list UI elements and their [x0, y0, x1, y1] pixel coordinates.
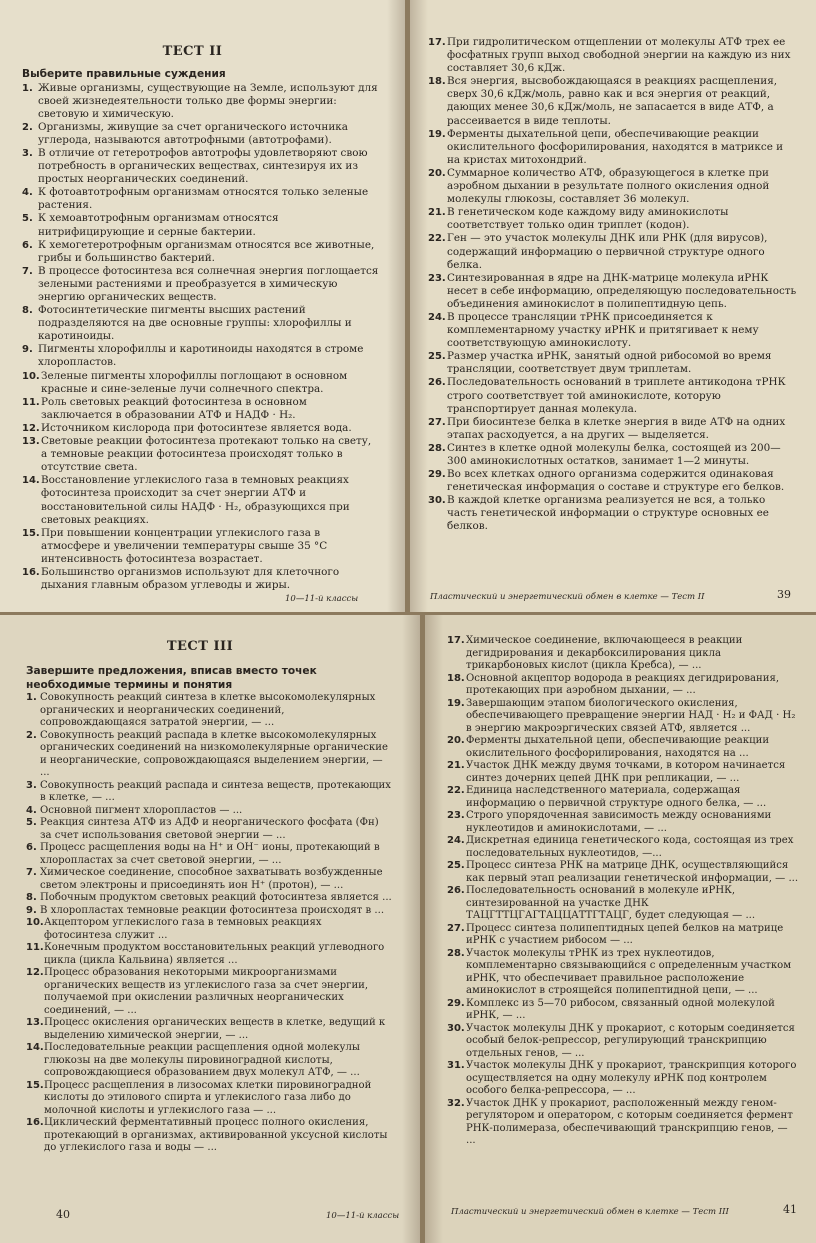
statement-text: Акцептором углекислого газа в темновых реакциях фотосинтеза служит ... [44, 917, 322, 941]
page-spine-shadow [402, 615, 420, 1243]
statement-item [26, 1080, 392, 1118]
statement-item [428, 376, 798, 415]
statement-number: 2. [22, 121, 33, 133]
statement-number: 26. [428, 377, 446, 389]
statement-item [428, 350, 798, 376]
statement-item [22, 343, 379, 369]
statement-item [447, 635, 799, 673]
statement-item [428, 416, 798, 442]
statement-text: Роль световых реакций фотосинтеза в основном заключается в образовании АТФ и НАДФ · Н₂. [41, 395, 307, 421]
statement-list [22, 82, 379, 593]
statement-number: 14. [26, 1042, 44, 1053]
page-body [447, 635, 799, 1148]
statement-item [26, 905, 392, 918]
statement-item [428, 468, 798, 494]
statement-item [22, 186, 379, 212]
statement-text: Строго упорядоченная зависимость между основаниями нуклеотидов и аминокислотами, — ... [466, 810, 772, 834]
test-instruction: Выберите правильные суждения [22, 68, 226, 80]
statement-text: Синтезированная в ядре на ДНК-матрице молекула иРНК несет в себе информацию, определяющую последовательность объединения аминокислот в полипептидную цепь. [447, 271, 797, 310]
statement-item [428, 206, 798, 232]
statement-text: Пигменты хлорофиллы и каротиноиды находятся в строме хлоропластов. [38, 343, 364, 369]
statement-number: 22. [428, 233, 446, 245]
statement-item [26, 1117, 392, 1155]
statement-text: Конечным продуктом восстановительных реакций углеводного цикла (цикла Кальвина) является ... [44, 942, 385, 966]
statement-item [22, 304, 379, 343]
statement-number: 7. [22, 265, 33, 277]
statement-item [447, 835, 799, 860]
statement-number: 27. [447, 922, 465, 934]
statement-text: Последовательные реакции расщепления одной молекулы глюкозы на две молекулы пировиноградной кислоты, сопровождающиеся образованием двух молекул АТФ, — ... [44, 1042, 360, 1078]
statement-item [26, 842, 392, 867]
statement-item [22, 474, 379, 526]
statement-text: При гидролитическом отщеплении от молекулы АТФ трех ее фосфатных групп выход свободной энергии на каждую из них составляет 30,6 кДж. [447, 36, 791, 75]
statement-item [26, 892, 392, 905]
statement-text: Участок молекулы ДНК у прокариот, транскрипция которого осуществляется на одну молекулу иРНК под контролем особого белка-репрессора, — ... [466, 1060, 797, 1096]
statement-number: 30. [428, 495, 446, 507]
page-number: 41 [783, 1203, 797, 1216]
statement-item [22, 396, 379, 422]
statement-text: Последовательность оснований в молекуле иРНК, синтезированной на участке ДНК ТАЦГТТЦГАГТАЦЦАТТГТАЦГ, будет следующая — ... [466, 885, 756, 921]
test-title: ТЕСТ III [166, 639, 234, 654]
statement-item [428, 75, 798, 127]
statement-text: Основной пигмент хлоропластов — ... [40, 804, 243, 816]
statement-text: Дискретная единица генетического кода, состоящая из трех последовательных нуклеотидов, —... [466, 835, 794, 859]
statement-text: Размер участка иРНК, занятый одной рибосомой во время трансляции, соответствует двум триплетам. [447, 350, 772, 376]
page-footer: Пластический и энергетический обмен в клетке — Тест III [451, 1207, 729, 1217]
statement-number: 20. [428, 167, 446, 179]
page-top-right [410, 0, 816, 612]
statement-text: Источником кислорода при фотосинтезе является вода. [41, 421, 352, 434]
page-footer: 10—11-й классы [285, 594, 359, 604]
statement-item [26, 1042, 392, 1080]
statement-number: 20. [447, 735, 465, 746]
statement-item [22, 265, 379, 304]
statement-item [447, 1060, 799, 1098]
statement-text: К фотоавтотрофным организмам относятся только зеленые растения. [38, 186, 369, 212]
statement-text: Процесс синтеза полипептидных цепей белков на матрице иРНК с участием рибосом — ... [466, 922, 784, 946]
statement-list [26, 692, 392, 1155]
statement-text: При биосинтезе белка в клетке энергия в виде АТФ на одних этапах расходуется, а на других — выделяется. [447, 415, 786, 441]
statement-text: Совокупность реакций распада в клетке высокомолекулярных органических соединений на низкомолекулярные органические и неорганические, сопровождающаяся выделением энергии, — ... [40, 729, 388, 778]
statement-number: 12. [26, 967, 44, 978]
page-body [26, 665, 392, 1155]
statement-number: 28. [447, 947, 465, 959]
statement-number: 4. [22, 187, 33, 199]
page-footer: Пластический и энергетический обмен в клетке — Тест II [430, 592, 705, 602]
statement-number: 11. [26, 942, 44, 953]
statement-text: Синтез в клетке одной молекулы белка, состоящей из 200—300 аминокислотных остатков, занимает 1—2 минуты. [447, 441, 781, 467]
statement-text: Ген — это участок молекулы ДНК или РНК (для вирусов), содержащий информацию о первичной структуре одного белка. [447, 232, 768, 271]
statement-text: Фотосинтетические пигменты высших растений подразделяются на две основные группы: хлорофиллы и каротиноиды. [38, 304, 352, 343]
statement-text: Процесс расщепления воды на Н⁺ и ОН⁻ ионы, протекающий в хлоропластах за счет световой энергии, — ... [40, 842, 380, 866]
statement-text: В процессе фотосинтеза вся солнечная энергия поглощается зелеными растениями и преобразуется в химическую энергию органических веществ. [38, 264, 379, 303]
statement-number: 27. [428, 416, 446, 428]
statement-number: 13. [22, 436, 40, 448]
statement-item [22, 121, 379, 147]
statement-number: 23. [428, 272, 446, 284]
statement-item [26, 730, 392, 780]
statement-item [447, 698, 799, 736]
statement-number: 1. [22, 82, 33, 94]
statement-number: 16. [26, 1117, 44, 1128]
statement-item [447, 923, 799, 948]
statement-number: 19. [447, 697, 465, 709]
statement-number: 12. [22, 422, 40, 434]
page-body [22, 68, 379, 592]
statement-text: Ферменты дыхательной цепи, обеспечивающие реакции окислительного фосфорилирования, находятся в матриксе и на кристах митохондрий. [447, 127, 784, 166]
statement-text: Участок молекулы ДНК у прокариот, с которым соединяется особый белок-репрессор, регулирующий транскрипцию отдельных генов, — ... [466, 1022, 795, 1059]
statement-list [447, 635, 799, 1148]
statement-text: Световые реакции фотосинтеза протекают только на свету, а темновые реакции фотосинтеза происходят только в отсутствие света. [41, 435, 372, 474]
statement-number: 10. [22, 370, 40, 382]
statement-text: В отличие от гетеротрофов автотрофы удовлетворяют свою потребность в органических веществах, синтезируя их из простых неорганических соединений. [38, 146, 368, 186]
statement-item [22, 370, 379, 396]
statement-text: Реакция синтеза АТФ из АДФ и неорганического фосфата (Фн) за счет использования световой энергии — ... [40, 817, 379, 841]
statement-item [22, 435, 379, 474]
statement-number: 9. [22, 344, 33, 356]
statement-number: 3. [26, 779, 37, 791]
page-bottom-right [425, 615, 816, 1243]
statement-number: 24. [428, 311, 446, 323]
statement-text: Процесс расщепления в лизосомах клетки пировиноградной кислоты до этилового спирта и углекислого газа либо до молочной кислоты и углекислого газа — ... [44, 1079, 372, 1116]
statement-text: Химическое соединение, способное захватывать возбужденные светом электроны и присоединять ион Н⁺ (протон), — ... [40, 867, 383, 891]
statement-item [22, 566, 379, 592]
statement-text: Живые организмы, существующие на Земле, используют для своей жизнедеятельности только две формы энергии: световую и химическую. [38, 81, 378, 120]
statement-number: 32. [447, 1097, 465, 1109]
statement-number: 1. [26, 692, 37, 703]
statement-text: В хлоропластах темновые реакции фотосинтеза происходят в ... [40, 904, 385, 916]
statement-number: 24. [447, 835, 465, 846]
test-instruction: Завершите предложения, вписав вместо точек необходимые термины и понятия [26, 665, 317, 691]
statement-number: 2. [26, 729, 37, 741]
statement-item [447, 860, 799, 885]
statement-number: 21. [428, 207, 446, 219]
statement-text: Зеленые пигменты хлорофиллы поглощают в основном красные и сине-зеленые лучи солнечного спектра. [41, 369, 348, 395]
statement-number: 17. [428, 37, 446, 48]
statement-text: При повышении концентрации углекислого газа в атмосфере и увеличении температуры свыше 35 °С интенсивность фотосинтеза возрастает. [41, 526, 328, 565]
page-body [428, 36, 798, 534]
statement-number: 15. [22, 527, 40, 539]
statement-number: 26. [447, 885, 465, 896]
statement-item [22, 82, 379, 121]
statement-text: Участок ДНК у прокариот, расположенный между геном-регулятором и оператором, с которым соединяется фермент РНК-полимераза, обеспечивающий транскрипцию генов, — ... [466, 1097, 793, 1146]
statement-item [22, 527, 379, 566]
statement-number: 29. [428, 469, 446, 481]
statement-text: Процесс синтеза РНК на матрице ДНК, осуществляющийся как первый этап реализации генетической информации, — ... [466, 860, 799, 884]
statement-text: Во всех клетках одного организма содержится одинаковая генетическая информация о составе и структуре его белков. [447, 468, 785, 494]
statement-item [22, 422, 379, 435]
statement-text: В каждой клетке организма реализуется не вся, а только часть генетической информации о структуре основных ее белков. [447, 494, 769, 533]
statement-item [26, 917, 392, 942]
statement-text: Суммарное количество АТФ, образующегося в клетке при аэробном дыхании в результате полного окисления одной молекулы глюкозы, составляет 36 молекул. [447, 166, 770, 206]
statement-number: 22. [447, 785, 465, 796]
statement-number: 25. [447, 860, 465, 871]
statement-item [428, 36, 798, 75]
statement-text: Восстановление углекислого газа в темновых реакциях фотосинтеза происходит за счет энергии АТФ и восстановительной силы НАДФ · Н₂, образующихся при световых реакциях. [41, 474, 350, 526]
statement-item [26, 1017, 392, 1042]
statement-number: 14. [22, 475, 40, 487]
statement-item [428, 232, 798, 271]
statement-number: 11. [22, 396, 40, 408]
statement-number: 31. [447, 1060, 465, 1071]
statement-text: Ферменты дыхательной цепи, обеспечивающие реакции окислительного фосфорилирования, находятся на ... [466, 735, 770, 759]
statement-item [428, 167, 798, 206]
statement-number: 17. [447, 635, 465, 646]
statement-text: В процессе трансляции тРНК присоединяется к комплементарному участку иРНК и притягивает к нему соответствующую аминокислоту. [447, 310, 759, 350]
statement-number: 5. [26, 817, 37, 828]
statement-item [428, 272, 798, 311]
statement-number: 6. [22, 239, 33, 251]
page-spine-shadow [410, 0, 428, 612]
statement-item [22, 212, 379, 238]
page-spine-shadow [387, 0, 405, 612]
statement-number: 8. [22, 305, 33, 317]
statement-number: 18. [447, 672, 465, 684]
test-title: ТЕСТ II [162, 44, 223, 59]
statement-text: Участок ДНК между двумя точками, в котором начинается синтез дочерних цепей ДНК при репликации, — ... [466, 760, 786, 784]
statement-item [447, 673, 799, 698]
statement-number: 6. [26, 842, 37, 853]
statement-item [428, 494, 798, 533]
statement-number: 16. [22, 566, 40, 578]
statement-item [26, 967, 392, 1017]
statement-text: Совокупность реакций распада и синтеза веществ, протекающих в клетке, — ... [40, 779, 391, 803]
statement-number: 3. [22, 147, 33, 159]
statement-text: Единица наследственного материала, содержащая информацию о первичной структуре одного белка, — ... [466, 785, 767, 809]
statement-item [428, 442, 798, 468]
statement-number: 15. [26, 1079, 44, 1091]
statement-number: 13. [26, 1017, 44, 1028]
statement-number: 7. [26, 867, 37, 878]
statement-number: 4. [26, 804, 37, 816]
statement-item [26, 692, 392, 730]
statement-item [447, 948, 799, 998]
statement-text: Завершающим этапом биологического окисления, обеспечивающего превращение энергии НАД · Н₂ и ФАД · Н₂ в энергию макроэргических связей АТФ, является ... [466, 697, 796, 734]
statement-item [447, 885, 799, 923]
statement-text: Химическое соединение, включающееся в реакции дегидрирования и декарбоксилирования цикла трикарбоновых кислот (цикла Кребса), — ... [466, 635, 743, 671]
statement-text: Организмы, живущие за счет органического источника углерода, называются автотрофными (автотрофами). [38, 120, 348, 146]
page-number: 39 [777, 588, 791, 601]
statement-item [447, 1023, 799, 1061]
page-footer: 10—11-й классы [326, 1211, 400, 1221]
statement-item [447, 785, 799, 810]
statement-item [428, 128, 798, 167]
statement-number: 18. [428, 76, 446, 88]
statement-text: Основной акцептор водорода в реакциях дегидрирования, протекающих при аэробном дыхании, — ... [466, 672, 780, 696]
statement-item [22, 147, 379, 186]
statement-item [22, 239, 379, 265]
statement-text: Совокупность реакций синтеза в клетке высокомолекулярных органических и неорганических соединений, сопровождающаяся затратой энергии, — ... [40, 692, 376, 728]
statement-item [447, 760, 799, 785]
statement-number: 5. [22, 213, 33, 225]
statement-item [26, 942, 392, 967]
statement-text: Последовательность оснований в триплете антикодона тРНК строго соответствует той аминокислоте, которую транспортирует данная молекула. [447, 376, 786, 415]
statement-number: 23. [447, 810, 465, 821]
statement-text: Участок молекулы тРНК из трех нуклеотидов, комплементарно связывающийся с определенным участком иРНК, что обеспечивает правильное расположение аминокислот в строящейся полипептидной цепи, — ... [466, 947, 792, 996]
statement-item [447, 998, 799, 1023]
statement-text: В генетическом коде каждому виду аминокислоты соответствует только один триплет (кодон). [447, 206, 729, 232]
statement-number: 9. [26, 904, 37, 916]
statement-number: 10. [26, 917, 44, 928]
statement-number: 30. [447, 1022, 465, 1034]
statement-number: 25. [428, 351, 446, 363]
statement-text: Процесс образования некоторыми микроорганизмами органических веществ из углекислого газа за счет энергии, получаемой при окислении различных неорганических соединений, — ... [44, 967, 369, 1016]
statement-list [428, 36, 798, 534]
statement-number: 28. [428, 442, 446, 454]
page-spine-shadow [425, 615, 443, 1243]
statement-item [26, 780, 392, 805]
statement-text: Циклический ферментативный процесс полного окисления, протекающий в организмах, активированной уксусной кислоты до углекислого газа и воды — ... [44, 1117, 388, 1153]
statement-item [447, 1098, 799, 1148]
statement-item [26, 817, 392, 842]
statement-number: 8. [26, 892, 37, 903]
statement-text: Вся энергия, высвобождающаяся в реакциях расщепления, сверх 30,6 кДж/моль, равно как и вся энергия от реакций, дающих менее 30,6 кДж/моль, не запасается в виде АТФ, а рассеивается в виде теплоты. [447, 75, 778, 127]
statement-text: Большинство организмов используют для клеточного дыхания главным образом углеводы и жиры. [41, 565, 340, 592]
statement-text: К хемогетеротрофным организмам относятся все животные, грибы и большинство бактерий. [38, 238, 375, 264]
statement-item [447, 735, 799, 760]
statement-number: 21. [447, 760, 465, 771]
statement-text: Побочным продуктом световых реакций фотосинтеза является ... [40, 892, 392, 903]
statement-number: 19. [428, 128, 446, 140]
statement-text: Комплекс из 5—70 рибосом, связанный одной молекулой иРНК, — ... [466, 997, 775, 1021]
statement-text: Процесс окисления органических веществ в клетке, ведущий к выделению химической энергии, — ... [44, 1017, 386, 1041]
statement-item [26, 805, 392, 818]
statement-item [26, 867, 392, 892]
statement-text: К хемоавтотрофным организмам относятся нитрифицирующие и серные бактерии. [38, 212, 279, 238]
page-bottom-left [0, 615, 420, 1243]
page-top-left [0, 0, 405, 612]
statement-item [428, 311, 798, 350]
page-number: 40 [56, 1208, 70, 1221]
statement-item [447, 810, 799, 835]
statement-number: 29. [447, 997, 465, 1009]
